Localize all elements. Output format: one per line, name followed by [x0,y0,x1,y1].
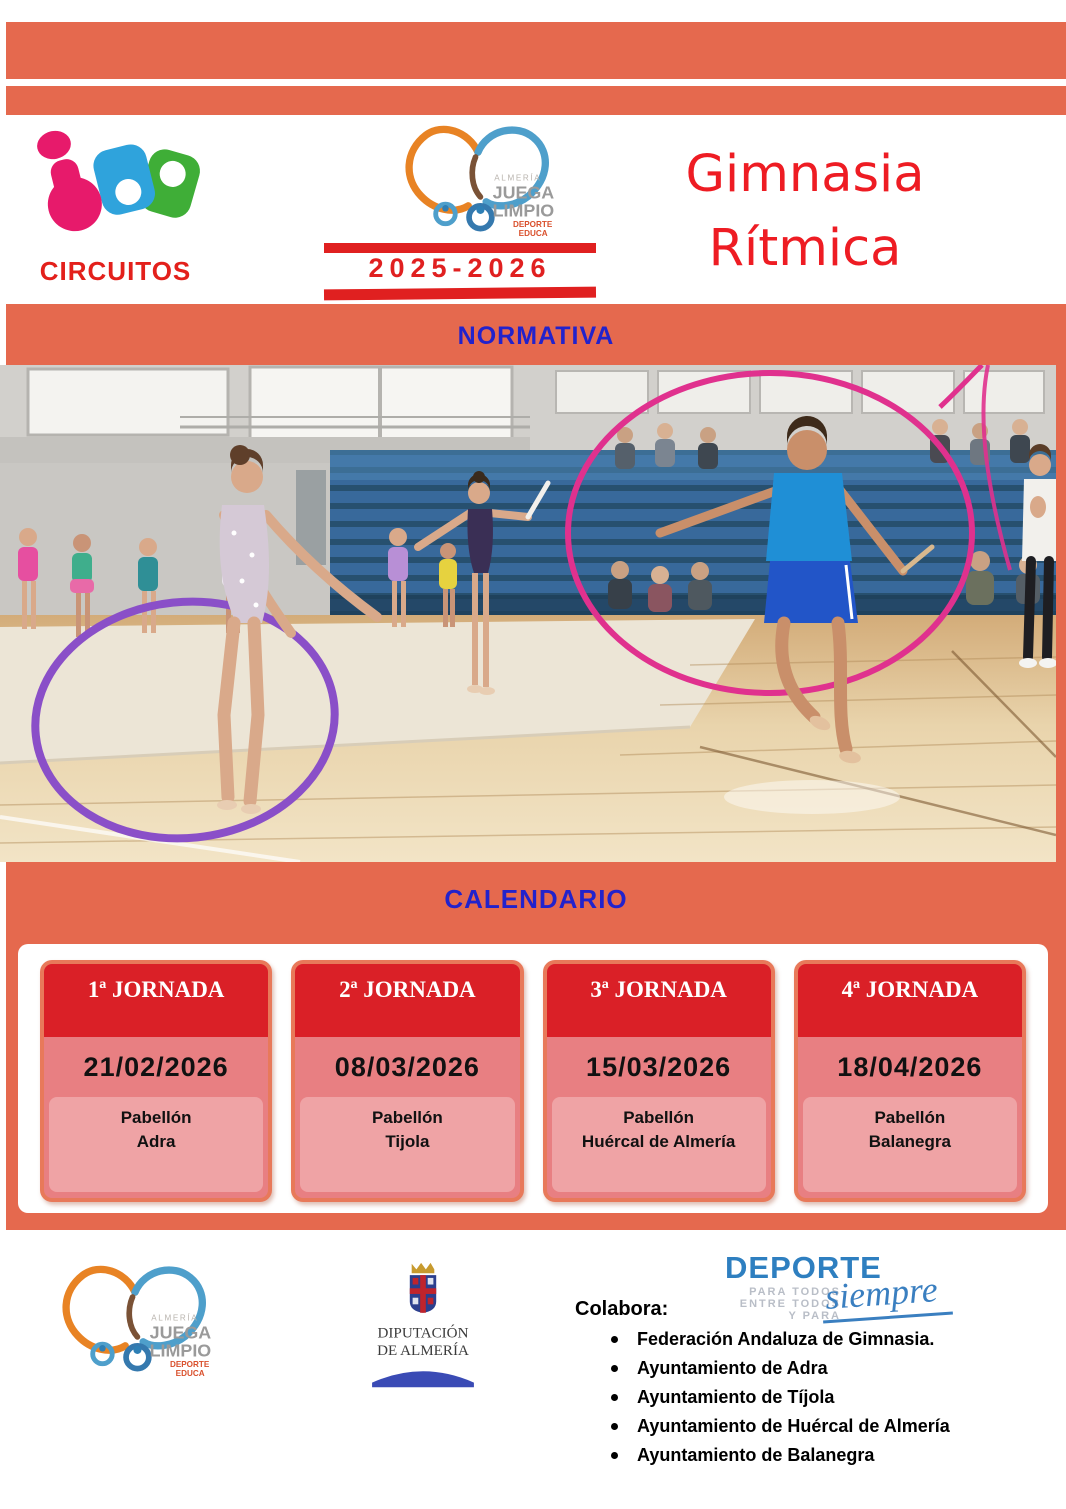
season-label: 2025-2026 [368,253,552,283]
jornada-2-date: 08/03/2026 [334,1051,480,1082]
siempre-script: siempre [823,1269,939,1317]
page-title [610,138,1000,286]
jornada-3-venue [552,1097,766,1192]
jornada-4-venue-line2: Balanegra [868,1131,951,1151]
colabora-item-5: Ayuntamiento de Balanegra [575,1445,1035,1466]
diputacion-almeria-logo [358,1260,488,1392]
jornada-3-venue-line1: Pabellón [623,1108,695,1127]
page-title-line1: Gimnasia [685,145,925,204]
deporte-sub1: PARA TODOS [749,1286,841,1298]
season-bar-bottom [324,287,596,301]
jornada-card-3 [543,960,775,1202]
colabora-label: Colabora: [575,1298,669,1320]
jornada-2-venue [300,1097,514,1192]
colabora-block [575,1298,1035,1474]
top-band-1 [6,22,1066,79]
jornada-1-venue-line2: Adra [136,1131,176,1151]
calendario-band [6,862,1066,1230]
page-title-line2: Rítmica [708,218,902,278]
colabora-item-4: Ayuntamiento de Huércal de Almería [575,1416,1035,1437]
circuitos-label: CIRCUITOS [39,256,192,286]
jornada-card-4 [794,960,1026,1202]
jornada-3-title: 3ª JORNADA [547,964,771,1037]
jornada-1-venue-line1: Pabellón [120,1108,192,1127]
gymnastics-photo-illustration [0,365,1056,862]
jornada-card-1 [40,960,272,1202]
season-bar-top [324,243,596,253]
jornada-1-date: 21/02/2026 [83,1051,229,1082]
jornada-4-date: 18/04/2026 [837,1051,983,1082]
jornada-2-venue-line1: Pabellón [371,1108,443,1127]
jornada-1-title: 1ª JORNADA [44,964,268,1037]
jornada-4-title: 4ª JORNADA [798,964,1022,1037]
jornada-4-venue [803,1097,1017,1192]
jdp-circuitos-logo [18,122,208,244]
deporte-word: DEPORTE [725,1250,882,1285]
jornada-3-date: 15/03/2026 [586,1051,732,1082]
jornada-1-venue [49,1097,263,1192]
colabora-item-2: Ayuntamiento de Adra [575,1358,1035,1379]
normativa-heading: NORMATIVA [457,322,615,350]
gymnastics-photo [0,365,1066,862]
jornada-2-venue-line2: Tijola [385,1131,430,1151]
calendario-panel [18,944,1048,1213]
colabora-item-1: Federación Andaluza de Gimnasia. [575,1329,1035,1350]
juega-limpio-logo-header [388,118,568,240]
deporte-sub2: ENTRE TODOS [739,1298,841,1311]
jornada-2-title: 2ª JORNADA [295,964,519,1037]
colabora-item-3: Ayuntamiento de Tíjola [575,1387,1035,1408]
colabora-list [575,1329,1035,1466]
diputacion-line1: DIPUTACIÓN [377,1325,469,1342]
diputacion-line2: DE ALMERÍA [377,1343,469,1360]
jornada-4-venue-line1: Pabellón [874,1108,946,1127]
top-band-2 [6,86,1066,115]
deporte-sub3: Y PARA [788,1310,841,1323]
jornada-3-venue-line2: Huércal de Almería [581,1131,736,1151]
jornada-card-2 [291,960,523,1202]
calendario-heading: CALENDARIO [444,884,628,914]
juega-limpio-logo-footer [45,1258,225,1380]
normativa-band [6,304,1066,365]
